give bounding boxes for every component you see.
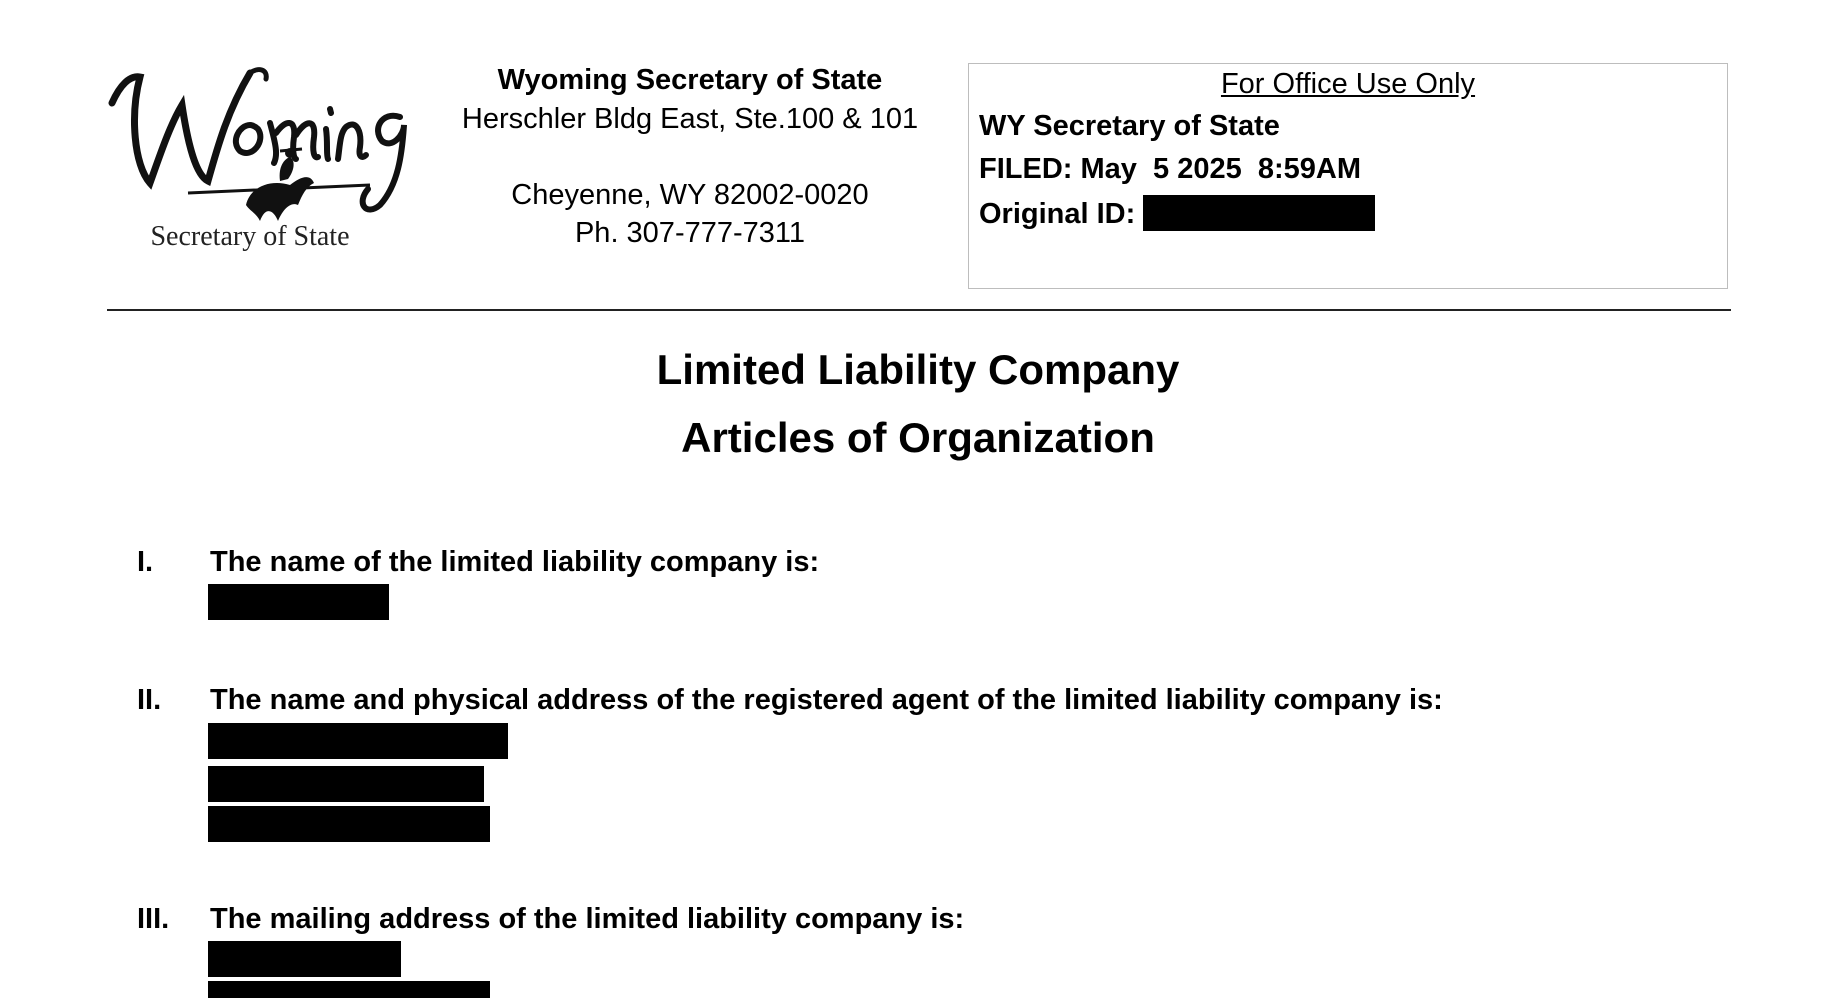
office-use-box [968, 63, 1728, 289]
filer-name: WY Secretary of State [979, 110, 1280, 142]
original-id-label: Original ID: [979, 198, 1136, 230]
section-number: I. [137, 546, 154, 578]
redaction-box [208, 766, 484, 802]
redaction-box [208, 806, 490, 842]
bucking-horse-rider-icon [246, 148, 314, 221]
logo-subtitle: Secretary of State [150, 221, 350, 252]
redaction-box [208, 941, 401, 977]
redaction-box [208, 723, 508, 759]
header-divider [107, 309, 1731, 311]
section-heading: The mailing address of the limited liability company is: [210, 903, 965, 935]
agency-address-block [440, 60, 940, 252]
section-number: II. [137, 684, 162, 716]
section-heading: The name and physical address of the registered agent of the limited liability company is: [210, 684, 1443, 716]
wyoming-wordmark-icon [100, 55, 410, 225]
document-title-line-1: Limited Liability Company [656, 346, 1180, 393]
address-line-1: Herschler Bldg East, Ste.100 & 101 [461, 103, 919, 135]
address-line-2: Cheyenne, WY 82002-0020 [511, 179, 869, 211]
agency-name: Wyoming Secretary of State [497, 64, 883, 96]
section-heading: The name of the limited liability company is: [210, 546, 820, 578]
original-id-row [979, 195, 1375, 232]
redaction-box [1143, 195, 1375, 231]
office-use-title: For Office Use Only [1220, 68, 1476, 100]
section-number: III. [137, 903, 170, 935]
redaction-box [208, 584, 389, 620]
document-title-line-2: Articles of Organization [681, 414, 1155, 461]
phone-number: Ph. 307-777-7311 [574, 217, 806, 249]
wyoming-sos-logo [100, 55, 410, 265]
redaction-box [208, 981, 490, 998]
filed-timestamp: FILED: May 5 2025 8:59AM [979, 153, 1361, 185]
